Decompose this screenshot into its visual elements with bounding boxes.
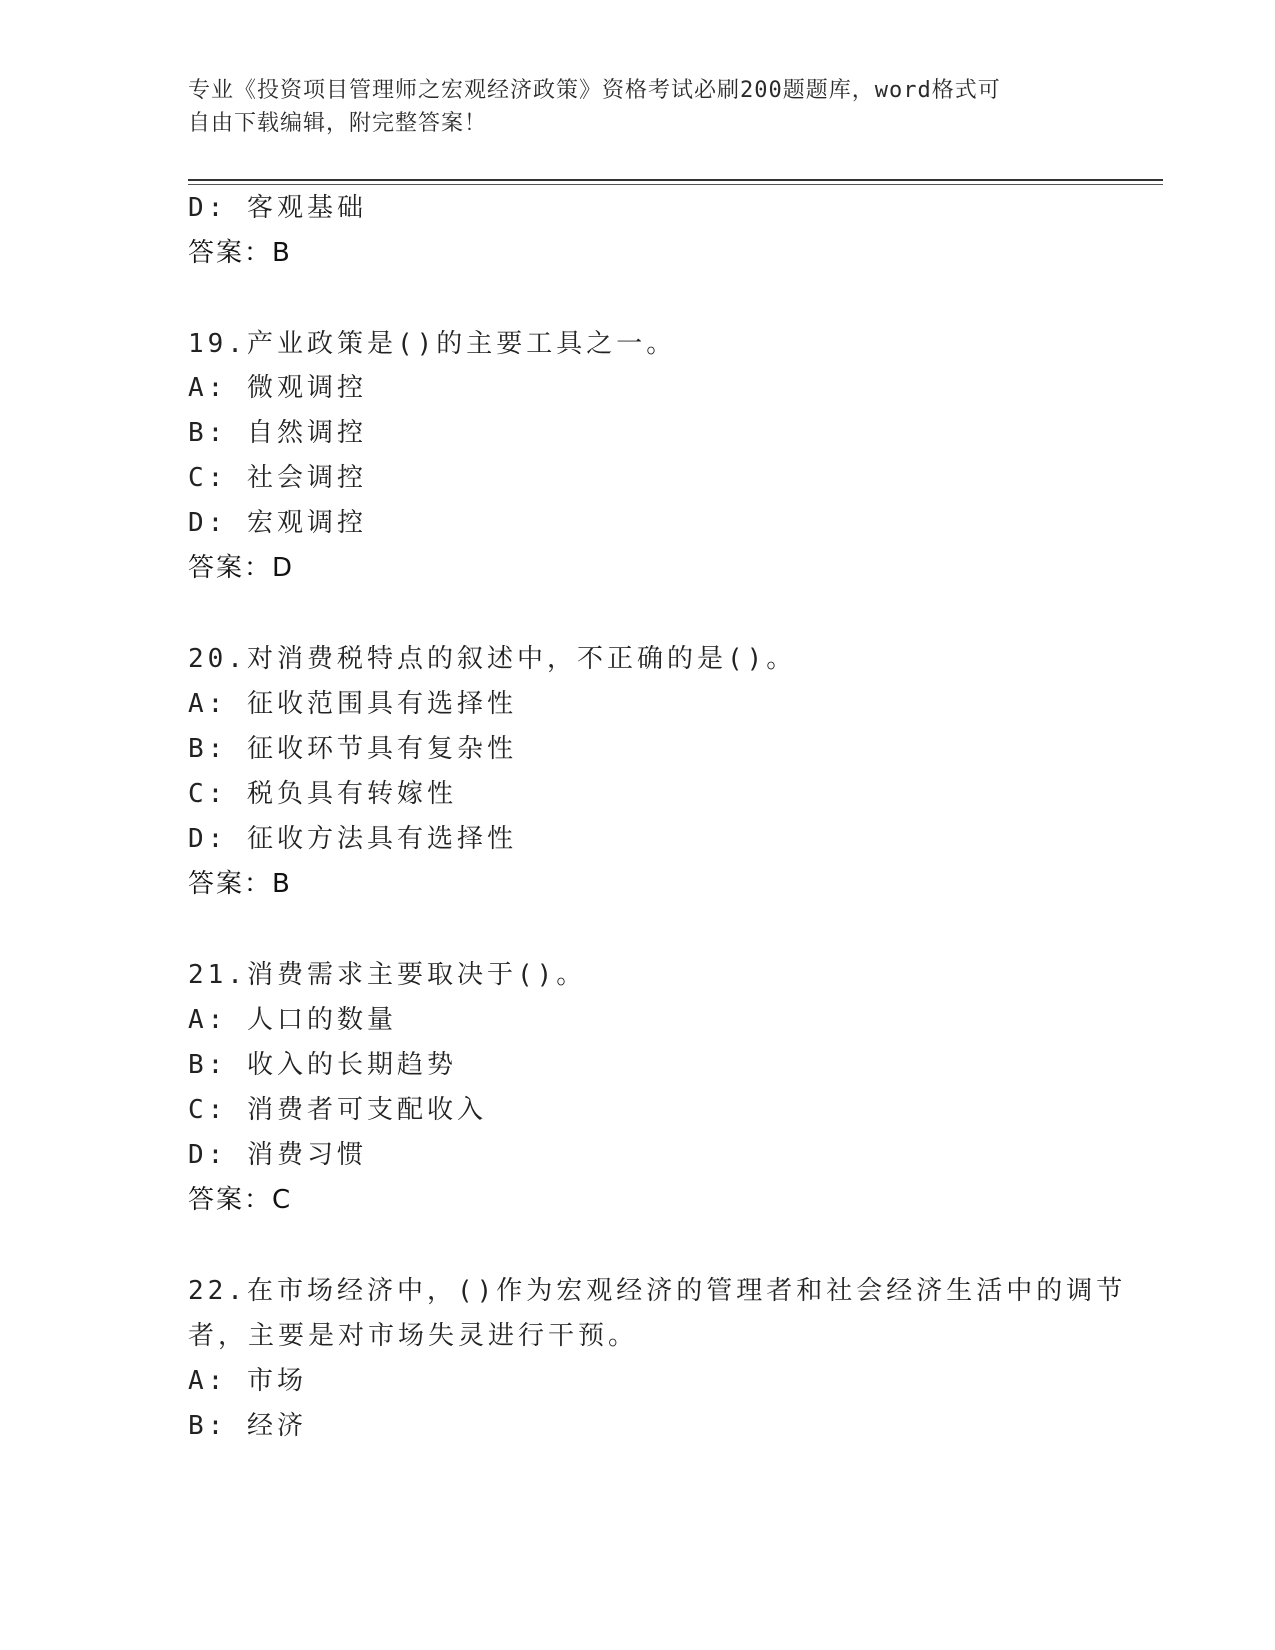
question-20-option-c: C: 税负具有转嫁性: [188, 779, 457, 809]
question-22-option-a: A: 市场: [188, 1366, 307, 1396]
question-20-option-a: A: 征收范围具有选择性: [188, 689, 517, 719]
question-21-option-a: A: 人口的数量: [188, 1005, 397, 1035]
question-21-option-b: B: 收入的长期趋势: [188, 1050, 457, 1080]
question-22-option-b: B: 经济: [188, 1411, 307, 1441]
document-header: [188, 74, 1088, 140]
question-19-option-a: A: 微观调控: [188, 373, 367, 403]
question-19-stem: 19.产业政策是()的主要工具之一。: [188, 329, 677, 359]
question-20-option-d: D: 征收方法具有选择性: [188, 824, 517, 854]
question-19-option-b: B: 自然调控: [188, 418, 367, 448]
question-21-stem: 21.消费需求主要取决于()。: [188, 960, 587, 990]
option-d: D: 客观基础: [188, 193, 367, 223]
question-22-stem-line-2: 者，主要是对市场失灵进行干预。: [188, 1321, 639, 1351]
question-21-option-c: C: 消费者可支配收入: [188, 1095, 487, 1125]
question-19-option-c: C: 社会调控: [188, 463, 367, 493]
question-20-answer: 答案：B: [188, 869, 292, 899]
question-22-stem-line-1: 22.在市场经济中，()作为宏观经济的管理者和社会经济生活中的调节: [188, 1276, 1127, 1306]
question-19-option-d: D: 宏观调控: [188, 508, 367, 538]
question-19-answer: 答案：D: [188, 553, 295, 583]
question-20-option-b: B: 征收环节具有复杂性: [188, 734, 517, 764]
answer-line: 答案：B: [188, 238, 292, 268]
header-line-1: 专业《投资项目管理师之宏观经济政策》资格考试必刷200题题库，word格式可: [188, 78, 1001, 103]
header-divider-thick: [188, 179, 1163, 181]
question-20-stem: 20.对消费税特点的叙述中，不正确的是()。: [188, 644, 797, 674]
question-21-answer: 答案：C: [188, 1185, 293, 1215]
header-line-2: 自由下载编辑，附完整答案！: [188, 111, 488, 136]
question-21-option-d: D: 消费习惯: [188, 1140, 367, 1170]
header-divider-thin: [188, 184, 1163, 185]
